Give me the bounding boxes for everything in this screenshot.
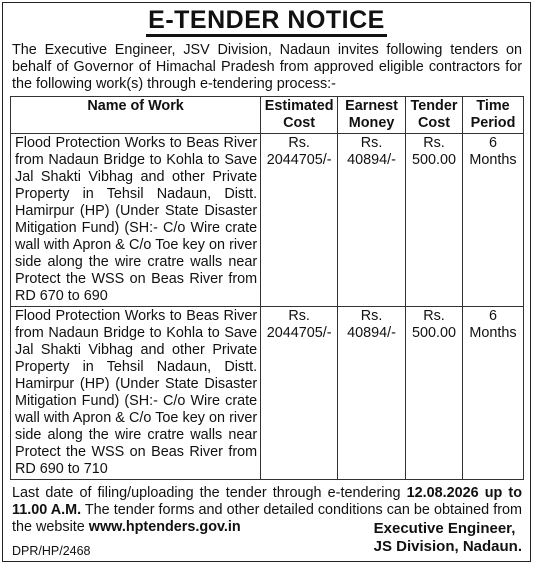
header-estimated-cost: Estimated Cost <box>261 97 338 134</box>
time-period-cell: 6 Months <box>463 134 524 307</box>
header-time-period: Time Period <box>463 97 524 134</box>
header-name-of-work: Name of Work <box>11 97 261 134</box>
deadline: 12.08.2026 up to 11.00 A.M. <box>12 485 522 518</box>
notice-intro: The Executive Engineer, JSV Division, Nadaun invites following tenders on behalf of Governor of Himachal Pradesh from approved eligible contractors for the following work(s) through e-tendering process:- <box>12 42 522 92</box>
submission-text-part2: The tender forms and other detailed conditions can be obtained from the website <box>12 502 522 535</box>
estimated-cost-cell: Rs. 2044705/- <box>261 134 338 307</box>
signature-block <box>374 520 522 556</box>
earnest-money-cell: Rs. 40894/- <box>338 307 406 480</box>
notice-title: E-TENDER NOTICE <box>146 7 387 37</box>
tender-cost-cell: Rs. 500.00 <box>406 307 463 480</box>
notice-bottom <box>12 520 522 560</box>
estimated-cost-cell: Rs. 2044705/- <box>261 307 338 480</box>
time-period-cell: 6 Months <box>463 307 524 480</box>
table-header-row <box>11 97 524 134</box>
table-row <box>11 307 524 480</box>
work-description: Flood Protection Works to Beas River from Nadaun Bridge to Kohla to Save Jal Shakti Vibhag and other Private Property in Tehsil Nadaun, Distt. Hamirpur (HP) (Under State Disaster Mitigation Fund) (SH:- C/o Wire crate wall with Apron & C/o Toe key on river side along the wire cratre walls near Protect the WSS on Beas River from RD 690 to 710 <box>11 307 261 480</box>
submission-text-part1: Last date of filing/uploading the tender through e-tendering <box>12 485 407 501</box>
tender-notice <box>2 2 531 562</box>
website-link[interactable]: www.hptenders.gov.in <box>88 519 241 535</box>
title-area <box>3 3 530 37</box>
table-row <box>11 134 524 307</box>
header-earnest-money: Earnest Money <box>338 97 406 134</box>
tender-table <box>10 96 524 480</box>
tender-cost-cell: Rs. 500.00 <box>406 134 463 307</box>
earnest-money-cell: Rs. 40894/- <box>338 134 406 307</box>
header-tender-cost: Tender Cost <box>406 97 463 134</box>
signature-office: JS Division, Nadaun. <box>373 538 522 555</box>
signature-designation: Executive Engineer, <box>373 520 516 537</box>
work-description: Flood Protection Works to Beas River from Nadaun Bridge to Kohla to Save Jal Shakti Vibhag and other Private Property in Tehsil Nadaun, Distt. Hamirpur (HP) (Under State Disaster Mitigation Fund) (SH:- C/o Wire crate wall with Apron & C/o Toe key on river side along the wire cratre walls near Protect the WSS on Beas River from RD 670 to 690 <box>11 134 261 307</box>
reference-number: DPR/HP/2468 <box>12 544 91 558</box>
